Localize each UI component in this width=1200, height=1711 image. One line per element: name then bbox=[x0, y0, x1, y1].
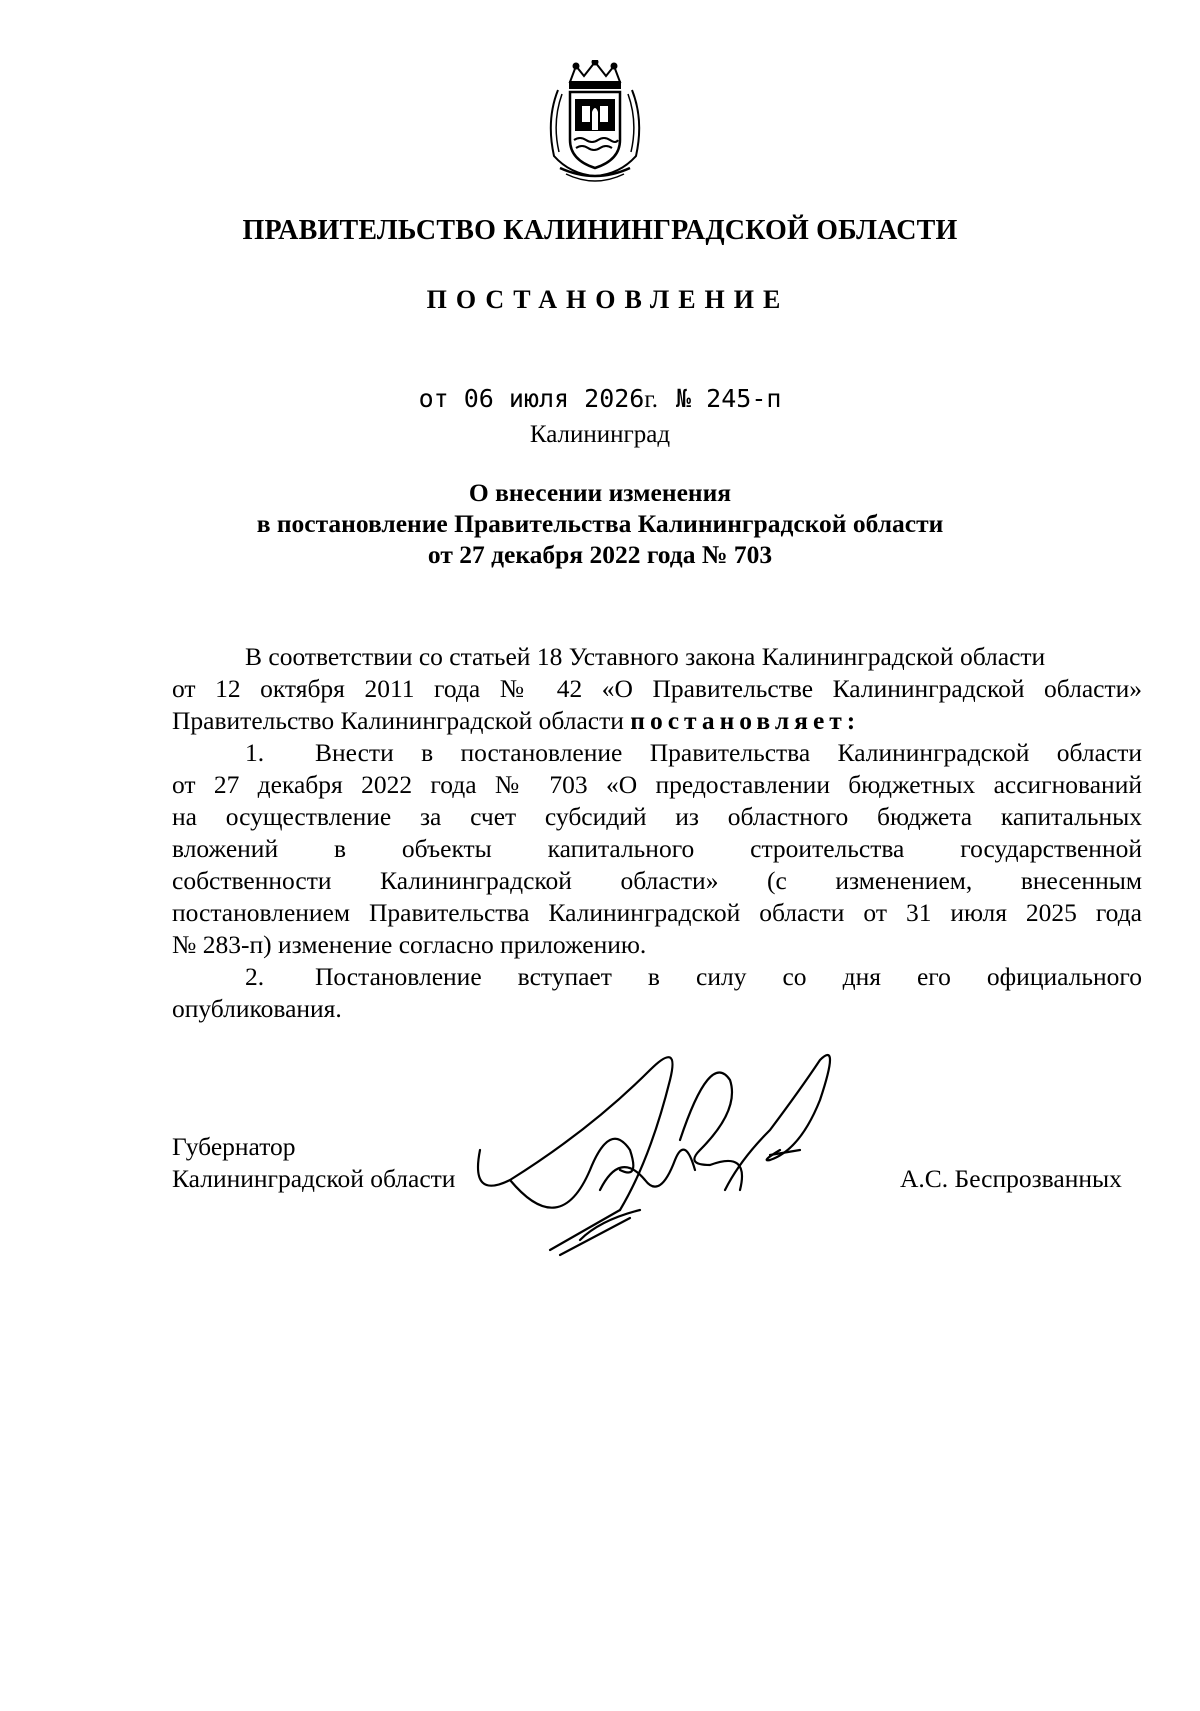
item-number: 1. bbox=[245, 738, 265, 767]
signatory-position bbox=[172, 1131, 455, 1195]
body-text: Правительство Калининградской области bbox=[172, 706, 624, 735]
body-line: от 27 декабря 2022 года № 703 «О предоставлении бюджетных ассигнований bbox=[172, 770, 1142, 799]
body-line: от 12 октября 2011 года № 42 «О Правительстве Калининградской области» bbox=[172, 674, 1142, 703]
document-body bbox=[172, 641, 1142, 1025]
document-title bbox=[0, 477, 1200, 570]
body-line: постановлением Правительства Калининградской области от 31 июля 2025 года bbox=[172, 898, 1142, 927]
body-text: Постановление вступает в силу со дня его официального bbox=[315, 962, 1142, 991]
document-date: 06 июля 2026 bbox=[463, 384, 645, 413]
organization-name: ПРАВИТЕЛЬСТВО КАЛИНИНГРАДСКОЙ ОБЛАСТИ bbox=[242, 215, 958, 246]
item-2-first-line bbox=[172, 961, 1142, 993]
position-line: Губернатор bbox=[172, 1132, 296, 1161]
number-sign: № bbox=[676, 384, 692, 413]
date-prefix: от bbox=[418, 384, 449, 413]
title-line: в постановление Правительства Калининградской области bbox=[256, 509, 944, 538]
year-suffix: г. bbox=[644, 386, 659, 413]
body-line: на осуществление за счет субсидий из областного бюджета капитальных bbox=[172, 802, 1142, 831]
title-line: О внесении изменения bbox=[468, 478, 732, 507]
item-number: 2. bbox=[245, 962, 265, 991]
document-number: 245-п bbox=[706, 384, 782, 413]
body-line: В соответствии со статьей 18 Уставного закона Калининградской области bbox=[245, 642, 1046, 671]
coat-of-arms-emblem bbox=[540, 60, 650, 182]
title-line: от 27 декабря 2022 года № 703 bbox=[427, 540, 773, 569]
body-text: Внести в постановление Правительства Калининградской области bbox=[315, 738, 1142, 767]
body-line: № 283-п) изменение согласно приложению. bbox=[172, 930, 647, 959]
handwritten-signature bbox=[470, 1040, 910, 1280]
date-number-line bbox=[0, 384, 1200, 414]
position-line: Калининградской области bbox=[172, 1164, 456, 1193]
body-line: опубликования. bbox=[172, 994, 342, 1023]
city: Калининград bbox=[529, 421, 671, 448]
signatory-name: А.С. Беспрозванных bbox=[900, 1164, 1122, 1193]
body-line bbox=[172, 705, 1142, 737]
body-line: собственности Калининградской области» (с изменением, внесенным bbox=[172, 866, 1142, 895]
decree-word: постановляет: bbox=[630, 706, 861, 735]
body-line: вложений в объекты капитального строительства государственной bbox=[172, 834, 1142, 863]
document-type: ПОСТАНОВЛЕНИЕ bbox=[426, 285, 790, 314]
item-1-first-line bbox=[172, 737, 1142, 769]
